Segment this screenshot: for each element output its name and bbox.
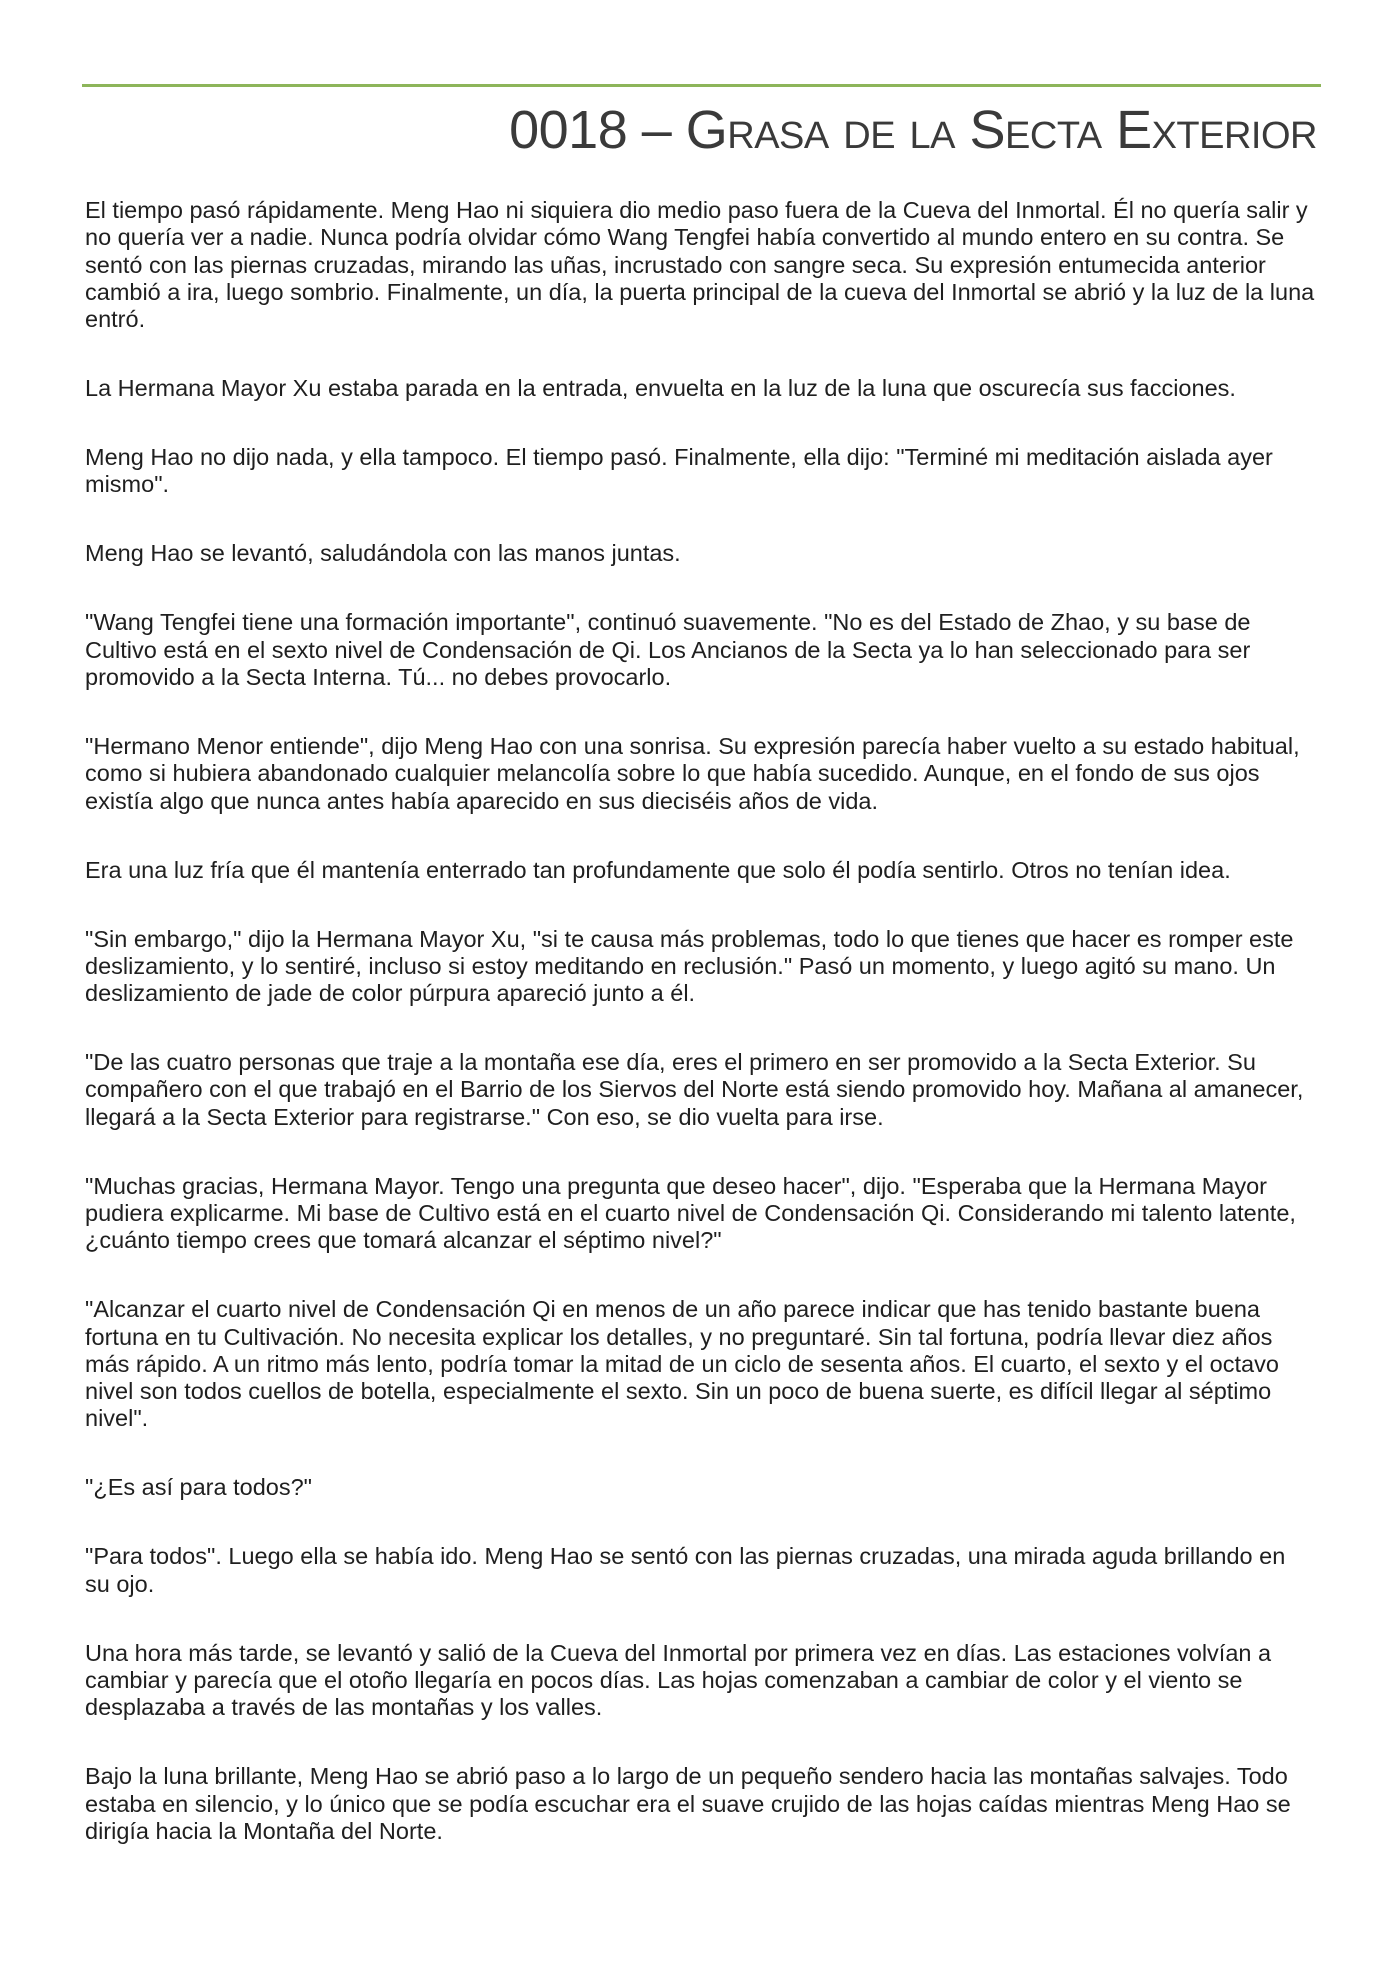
text-line: "Muchas gracias, Hermana Mayor. Tengo una pregunta que deseo hacer", dijo. "Esperaba que la Hermana Mayor: [85, 1172, 1267, 1199]
text-line: más rápido. A un ritmo más lento, podría tomar la mitad de un ciclo de sesenta años. El cuarto, el sexto y el octavo: [85, 1350, 1279, 1377]
text-line: Meng Hao no dijo nada, y ella tampoco. El tiempo pasó. Finalmente, ella dijo: "Terminé mi meditación aislada ayer: [85, 444, 1273, 471]
text-line: deslizamiento de jade de color púrpura apareció junto a él.: [85, 980, 696, 1007]
text-line: "Para todos". Luego ella se había ido. Meng Hao se sentó con las piernas cruzadas, una mirada aguda brillando en: [85, 1543, 1286, 1570]
text-line: estaba en silencio, y lo único que se podía escuchar era el suave crujido de las hojas caídas mientras Meng Hao se: [85, 1790, 1291, 1817]
text-line: nivel son todos cuellos de botella, especialmente el sexto. Sin un poco de buena suerte, es difícil llegar al séptimo: [85, 1378, 1272, 1405]
text-line: entró.: [85, 306, 146, 333]
text-line: Era una luz fría que él mantenía enterrado tan profundamente que solo él podía sentirlo. Otros no tenían idea.: [85, 856, 1231, 883]
text-line: "Sin embargo," dijo la Hermana Mayor Xu, "si te causa más problemas, todo lo que tienes que hacer es romper este: [85, 925, 1294, 952]
paragraph: [85, 1474, 1321, 1501]
text-line: promovido a la Secta Interna. Tú... no debes provocarlo.: [85, 664, 672, 691]
paragraph: [85, 444, 1321, 499]
paragraph: [85, 857, 1321, 884]
text-line: compañero con el que trabajó en el Barrio de los Siervos del Norte está siendo promovido hoy. Mañana al amanecer,: [85, 1076, 1304, 1103]
text-line: como si hubiera abandonado cualquier melancolía sobre lo que había sucedido. Aunque, en el fondo de sus ojos: [85, 760, 1260, 787]
text-line: Bajo la luna brillante, Meng Hao se abrió paso a lo largo de un pequeño sendero hacia las montañas salvajes. Todo: [85, 1763, 1288, 1790]
text-line: cambiar y parecía que el otoño llegaría en pocos días. Las hojas comenzaban a cambiar de color y el viento se: [85, 1667, 1243, 1694]
chapter-title: 0018 – Grasa de la Secta Exterior: [509, 100, 1317, 160]
text-line: no quería ver a nadie. Nunca podría olvidar cómo Wang Tengfei había convertido al mundo entero en su contra. Se: [85, 224, 1285, 251]
text-line: sentó con las piernas cruzadas, mirando las uñas, incrustado con sangre seca. Su expresión entumecida anterior: [85, 251, 1266, 278]
paragraph: [85, 1296, 1321, 1432]
paragraph: [85, 609, 1321, 691]
paragraph: [85, 1049, 1321, 1131]
text-line: ¿cuánto tiempo crees que tomará alcanzar el séptimo nivel?": [85, 1227, 722, 1254]
text-line: Cultivo está en el sexto nivel de Condensación de Qi. Los Ancianos de la Secta ya lo han seleccionado para ser: [85, 636, 1251, 663]
text-line: cambió a ira, luego sombrio. Finalmente, un día, la puerta principal de la cueva del Inmortal se abrió y la luz de la luna: [85, 278, 1315, 305]
paragraph: [85, 926, 1321, 1008]
paragraph: [85, 733, 1321, 815]
text-line: Una hora más tarde, se levantó y salió de la Cueva del Inmortal por primera vez en días. Las estaciones volvían a: [85, 1639, 1272, 1666]
text-line: "Hermano Menor entiende", dijo Meng Hao con una sonrisa. Su expresión parecía haber vuelto a su estado habitual,: [85, 733, 1300, 759]
paragraph: [85, 1763, 1321, 1845]
paragraph: [85, 1640, 1321, 1722]
text-line: desplazaba a través de las montañas y los valles.: [85, 1694, 603, 1721]
text-line: "¿Es así para todos?": [85, 1474, 312, 1501]
text-line: nivel".: [85, 1405, 149, 1432]
paragraph: [85, 197, 1321, 333]
text-line: pudiera explicarme. Mi base de Cultivo está en el cuarto nivel de Condensación Qi. Considerando mi talento latente,: [85, 1200, 1296, 1227]
text-line: existía algo que nunca antes había aparecido en sus dieciséis años de vida.: [85, 787, 879, 814]
text-line: "Wang Tengfei tiene una formación importante", continuó suavemente. "No es del Estado de Zhao, y su base de: [85, 609, 1251, 636]
text-line: fortuna en tu Cultivación. No necesita explicar los detalles, y no preguntaré. Sin tal fortuna, podría llevar diez años: [85, 1323, 1273, 1350]
header-divider-line: [82, 84, 1321, 87]
text-line: "De las cuatro personas que traje a la montaña ese día, eres el primero en ser promovido a la Secta Exterior. Su: [85, 1049, 1256, 1076]
text-line: su ojo.: [85, 1570, 155, 1597]
text-line: "Alcanzar el cuarto nivel de Condensación Qi en menos de un año parece indicar que has tenido bastante buena: [85, 1296, 1260, 1323]
paragraph: [85, 540, 1321, 567]
text-line: El tiempo pasó rápidamente. Meng Hao ni siquiera dio medio paso fuera de la Cueva del Inmortal. Él no quería salir y: [85, 197, 1308, 223]
text-line: llegará a la Secta Exterior para registrarse." Con eso, se dio vuelta para irse.: [85, 1103, 884, 1130]
text-line: Meng Hao se levantó, saludándola con las manos juntas.: [85, 540, 681, 567]
paragraph: [85, 1173, 1321, 1255]
text-line: mismo".: [85, 471, 170, 498]
text-line: La Hermana Mayor Xu estaba parada en la entrada, envuelta en la luz de la luna que oscurecía sus facciones.: [85, 375, 1236, 402]
text-line: dirigía hacia la Montaña del Norte.: [85, 1817, 443, 1844]
paragraph: [85, 1543, 1321, 1598]
chapter-body: [85, 197, 1321, 1845]
paragraph: [85, 375, 1321, 402]
text-line: deslizamiento, y lo sentiré, incluso si estoy meditando en reclusión." Pasó un momento, y luego agitó su mano. Un: [85, 952, 1276, 979]
